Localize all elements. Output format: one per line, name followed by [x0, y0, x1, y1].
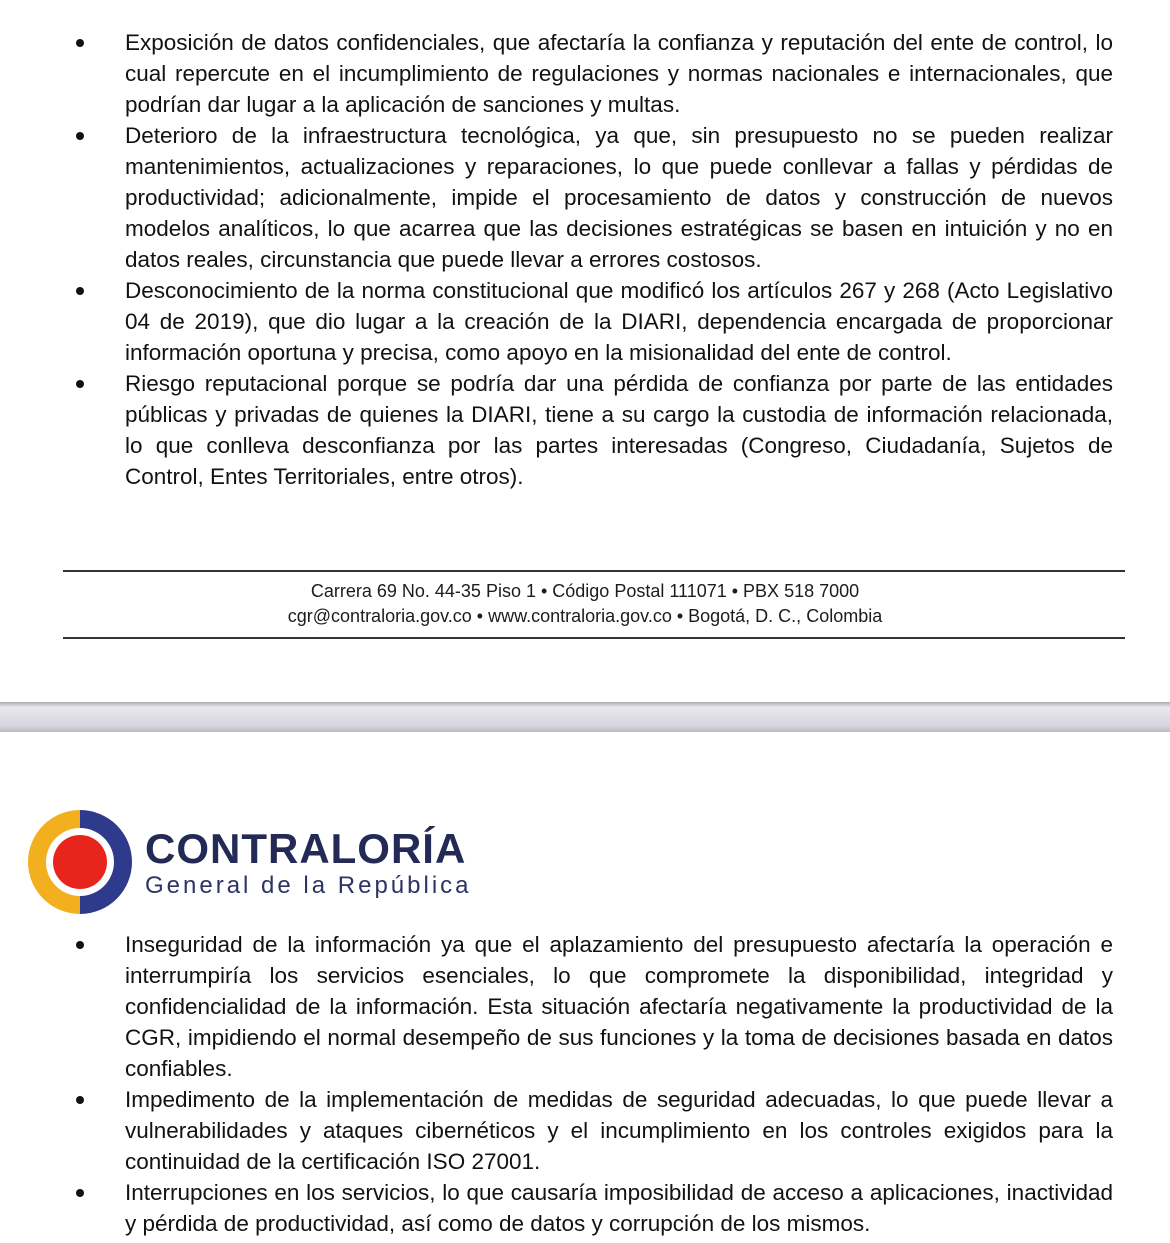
contraloria-logo-icon — [28, 810, 132, 914]
bullet-item: Impedimento de la implementación de medidas de seguridad adecuadas, lo que puede llevar a vulnerabilidades y ataques cibernéticos y el incumplimiento en los controles exigidos para la continuidad de la certificación ISO 27001. — [125, 1084, 1113, 1177]
footer-rule-bottom — [63, 637, 1125, 639]
logo-red-dot — [53, 835, 107, 889]
bullet-item: Riesgo reputacional porque se podría dar una pérdida de confianza por parte de las entidades públicas y privadas de quienes la DIARI, tiene a su cargo la custodia de información relacionada, lo que conlleva desconfianza por las partes interesadas (Congreso, Ciudadanía, Sujetos de Control, Entes Territoriales, entre otros). — [125, 368, 1113, 492]
footer-address-line-2: cgr@contraloria.gov.co • www.contraloria.gov.co • Bogotá, D. C., Colombia — [287, 606, 883, 626]
logo-subtitle: General de la República — [145, 871, 472, 899]
footer-address-block — [0, 572, 1170, 637]
page-separator-band — [0, 702, 1170, 732]
document-page-2 — [0, 732, 1170, 1243]
bullet-item: Inseguridad de la información ya que el aplazamiento del presupuesto afectaría la operación e interrumpiría los servicios esenciales, lo que compromete la disponibilidad, integridad y confidencialidad de la información. Esta situación afectaría negativamente la productividad de la CGR, impidiendo el normal desempeño de sus funciones y la toma de decisiones basada en datos confiables. — [125, 929, 1113, 1084]
bullet-item: Deterioro de la infraestructura tecnológica, ya que, sin presupuesto no se pueden realizar mantenimientos, actualizaciones y reparaciones, lo que puede conllevar a fallas y pérdidas de productividad; adicionalmente, impide el procesamiento de datos y construcción de nuevos modelos analíticos, lo que acarrea que las decisiones estratégicas se basen en intuición y no en datos reales, circunstancia que puede llevar a errores costosos. — [125, 120, 1113, 275]
bullet-item: Interrupciones en los servicios, lo que causaría imposibilidad de acceso a aplicaciones, inactividad y pérdida de productividad, así como de datos y corrupción de los mismos. — [125, 1177, 1113, 1239]
bullet-item: Desconocimiento de la norma constitucional que modificó los artículos 267 y 268 (Acto Legislativo 04 de 2019), que dio lugar a la creación de la DIARI, dependencia encargada de proporcionar información oportuna y precisa, como apoyo en la misionalidad del ente de control. — [125, 275, 1113, 368]
logo-wordmark — [145, 825, 472, 900]
logo-title: CONTRALORÍA — [145, 824, 467, 872]
contraloria-logo — [28, 810, 1170, 914]
risk-bullet-list-page-2 — [0, 929, 1170, 1239]
risk-bullet-list-page-1 — [0, 0, 1170, 492]
bullet-item: Exposición de datos confidenciales, que afectaría la confianza y reputación del ente de control, lo cual repercute en el incumplimiento de regulaciones y normas nacionales e internacionales, que podrían dar lugar a la aplicación de sanciones y multas. — [125, 27, 1113, 120]
page-footer — [0, 570, 1170, 639]
footer-address-line-1: Carrera 69 No. 44-35 Piso 1 • Código Postal 111071 • PBX 518 7000 — [310, 581, 860, 601]
logo-white-ring — [46, 828, 114, 896]
